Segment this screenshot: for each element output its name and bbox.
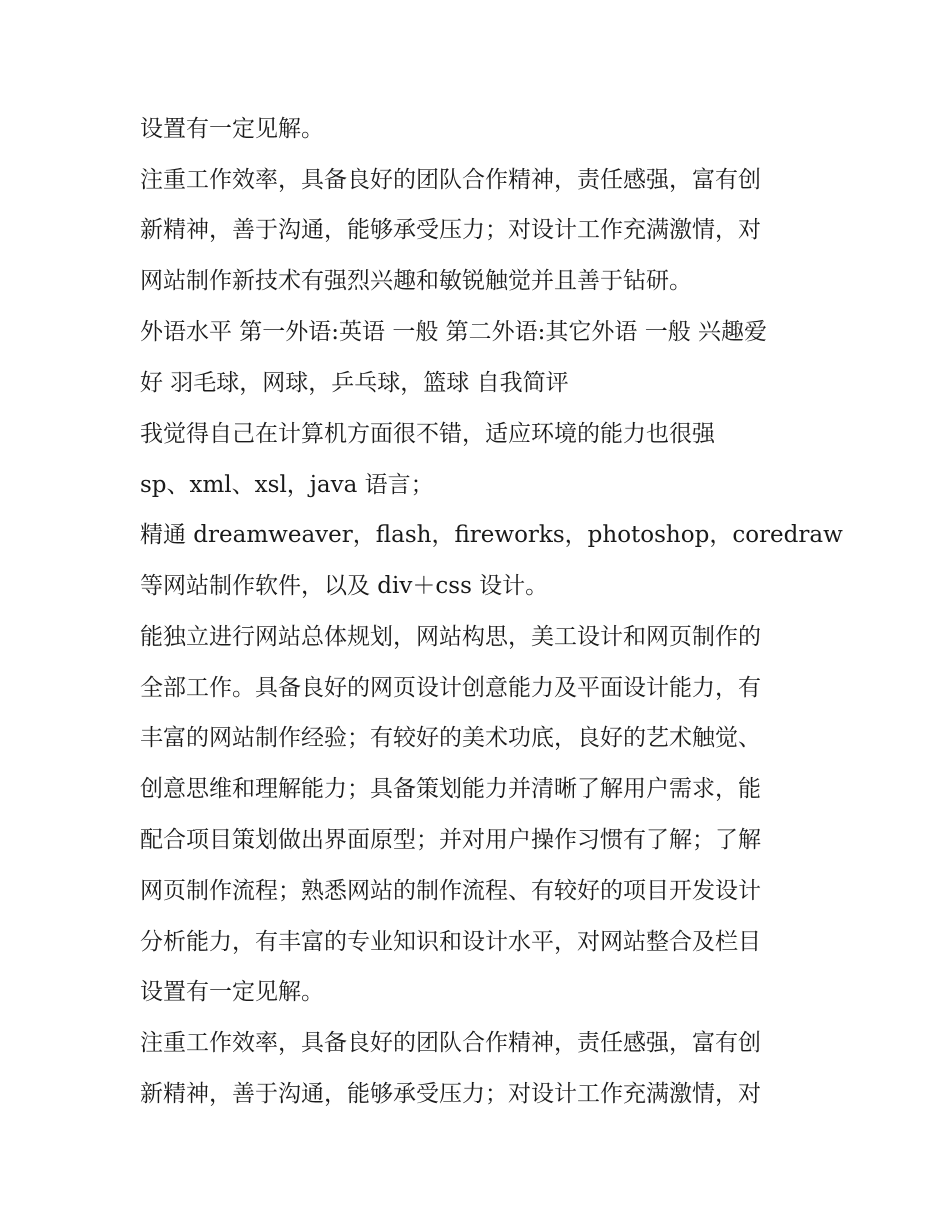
text-line: 等网站制作软件，以及 div＋css 设计。	[140, 573, 549, 599]
text-line: 创意思维和理解能力；具备策划能力并清晰了解用户需求，能	[140, 776, 761, 802]
text-line: 注重工作效率，具备良好的团队合作精神，责任感强，富有创	[140, 167, 761, 193]
text-line: 新精神，善于沟通，能够承受压力；对设计工作充满激情，对	[140, 217, 761, 243]
text-line: 新精神，善于沟通，能够承受压力；对设计工作充满激情，对	[140, 1081, 761, 1107]
text-line: 丰富的网站制作经验；有较好的美术功底，良好的艺术触觉、	[140, 725, 761, 751]
text-line: 注重工作效率，具备良好的团队合作精神，责任感强，富有创	[140, 1030, 761, 1056]
text-line: 网页制作流程；熟悉网站的制作流程、有较好的项目开发设计	[140, 878, 761, 904]
text-line: 设置有一定见解。	[140, 979, 324, 1005]
text-line: 好 羽毛球，网球，乒乓球，篮球 自我简评	[140, 370, 569, 396]
text-line: 全部工作。具备良好的网页设计创意能力及平面设计能力，有	[140, 675, 761, 701]
text-line: 配合项目策划做出界面原型；并对用户操作习惯有了解；了解	[140, 827, 761, 853]
text-line: 我觉得自己在计算机方面很不错，适应环境的能力也很强	[140, 421, 715, 447]
text-line: 网站制作新技术有强烈兴趣和敏锐触觉并且善于钻研。	[140, 268, 692, 294]
text-line: 精通 dreamweaver，flash，fireworks，photoshop，coredraw	[140, 522, 843, 548]
text-line: 分析能力，有丰富的专业知识和设计水平，对网站整合及栏目	[140, 929, 761, 955]
text-line: 外语水平 第一外语:英语 一般 第二外语:其它外语 一般 兴趣爱	[140, 319, 768, 345]
text-line: 能独立进行网站总体规划，网站构思，美工设计和网页制作的	[140, 624, 761, 650]
text-line: sp、xml、xsl，java 语言；	[140, 472, 434, 498]
text-line: 设置有一定见解。	[140, 116, 324, 142]
